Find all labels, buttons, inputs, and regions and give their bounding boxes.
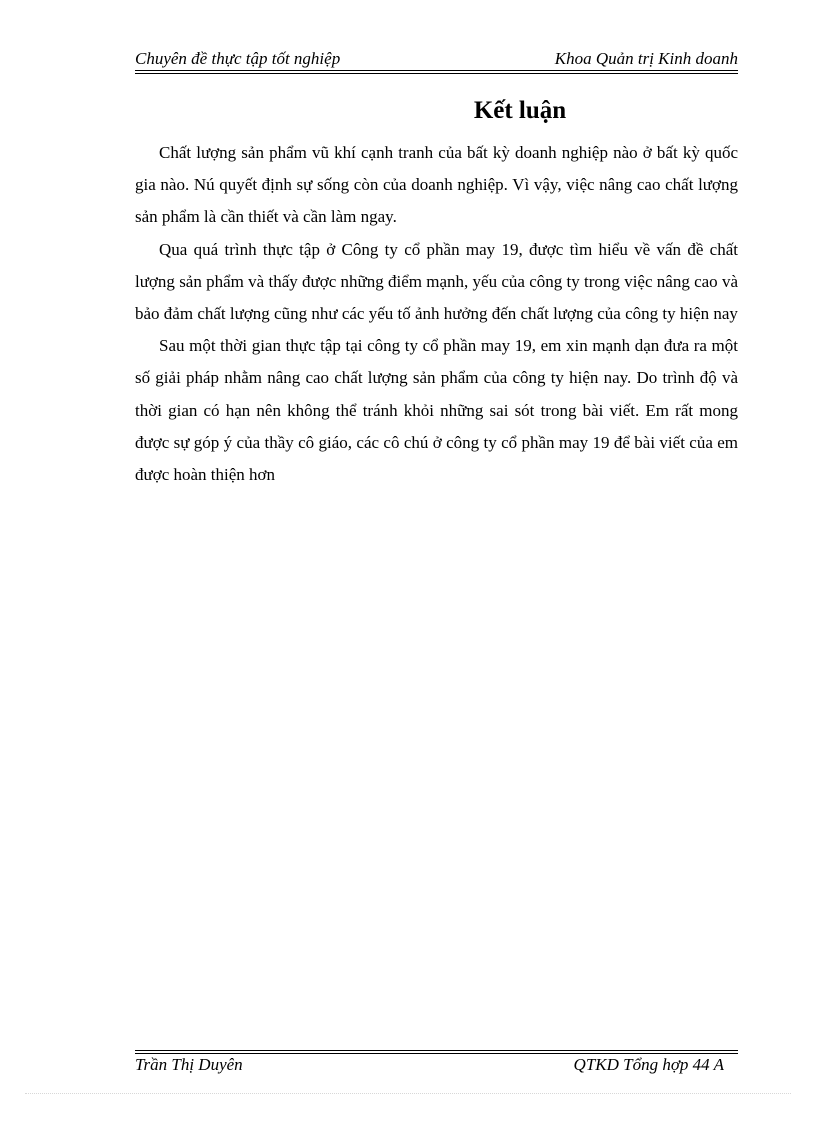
body-text (135, 137, 738, 491)
page-footer (135, 1055, 738, 1075)
footer-rule (135, 1050, 738, 1054)
header-right-text: Khoa Quản trị Kinh doanh (554, 49, 738, 68)
paragraph-3: Sau một thời gian thực tập tại công ty cổ phần may 19, em xin mạnh dạn đưa ra một số giải pháp nhằm nâng cao chất lượng sản phẩm của công ty hiện nay. Do trình độ và thời gian có hạn nên không thể tránh khỏi những sai sót trong bài viết. Em rất mong được sự góp ý của thầy cô giáo, các cô chú ở công ty cổ phần may 19 để bài viết của em được hoàn thiện hơn (135, 336, 738, 485)
footer-left-text: Trần Thị Duyên (135, 1055, 243, 1074)
header-left-text: Chuyên đề thực tập tốt nghiệp (135, 49, 341, 68)
paragraph-2: Qua quá trình thực tập ở Công ty cổ phần may 19, được tìm hiểu về vấn đề chất lượng sản phẩm và thấy được những điểm mạnh, yếu của công ty trong việc nâng cao và bảo đảm chất lượng cũng như các yếu tố ảnh hưởng đến chất lượng của công ty hiện nay (135, 239, 738, 324)
page-title: Kết luận (473, 97, 567, 124)
paragraph-1: Chất lượng sản phẩm vũ khí cạnh tranh của bất kỳ doanh nghiệp nào ở bất kỳ quốc gia nào. Nú quyết định sự sống còn của doanh nghiệp. Vì vậy, việc nâng cao chất lượng sản phẩm là cần thiết và cần làm ngay. (135, 143, 738, 227)
footer-right-text: QTKD Tổng hợp 44 A (573, 1055, 724, 1074)
page-edge-divider (25, 1093, 791, 1094)
header-rule (135, 70, 738, 74)
page-header (135, 49, 738, 69)
